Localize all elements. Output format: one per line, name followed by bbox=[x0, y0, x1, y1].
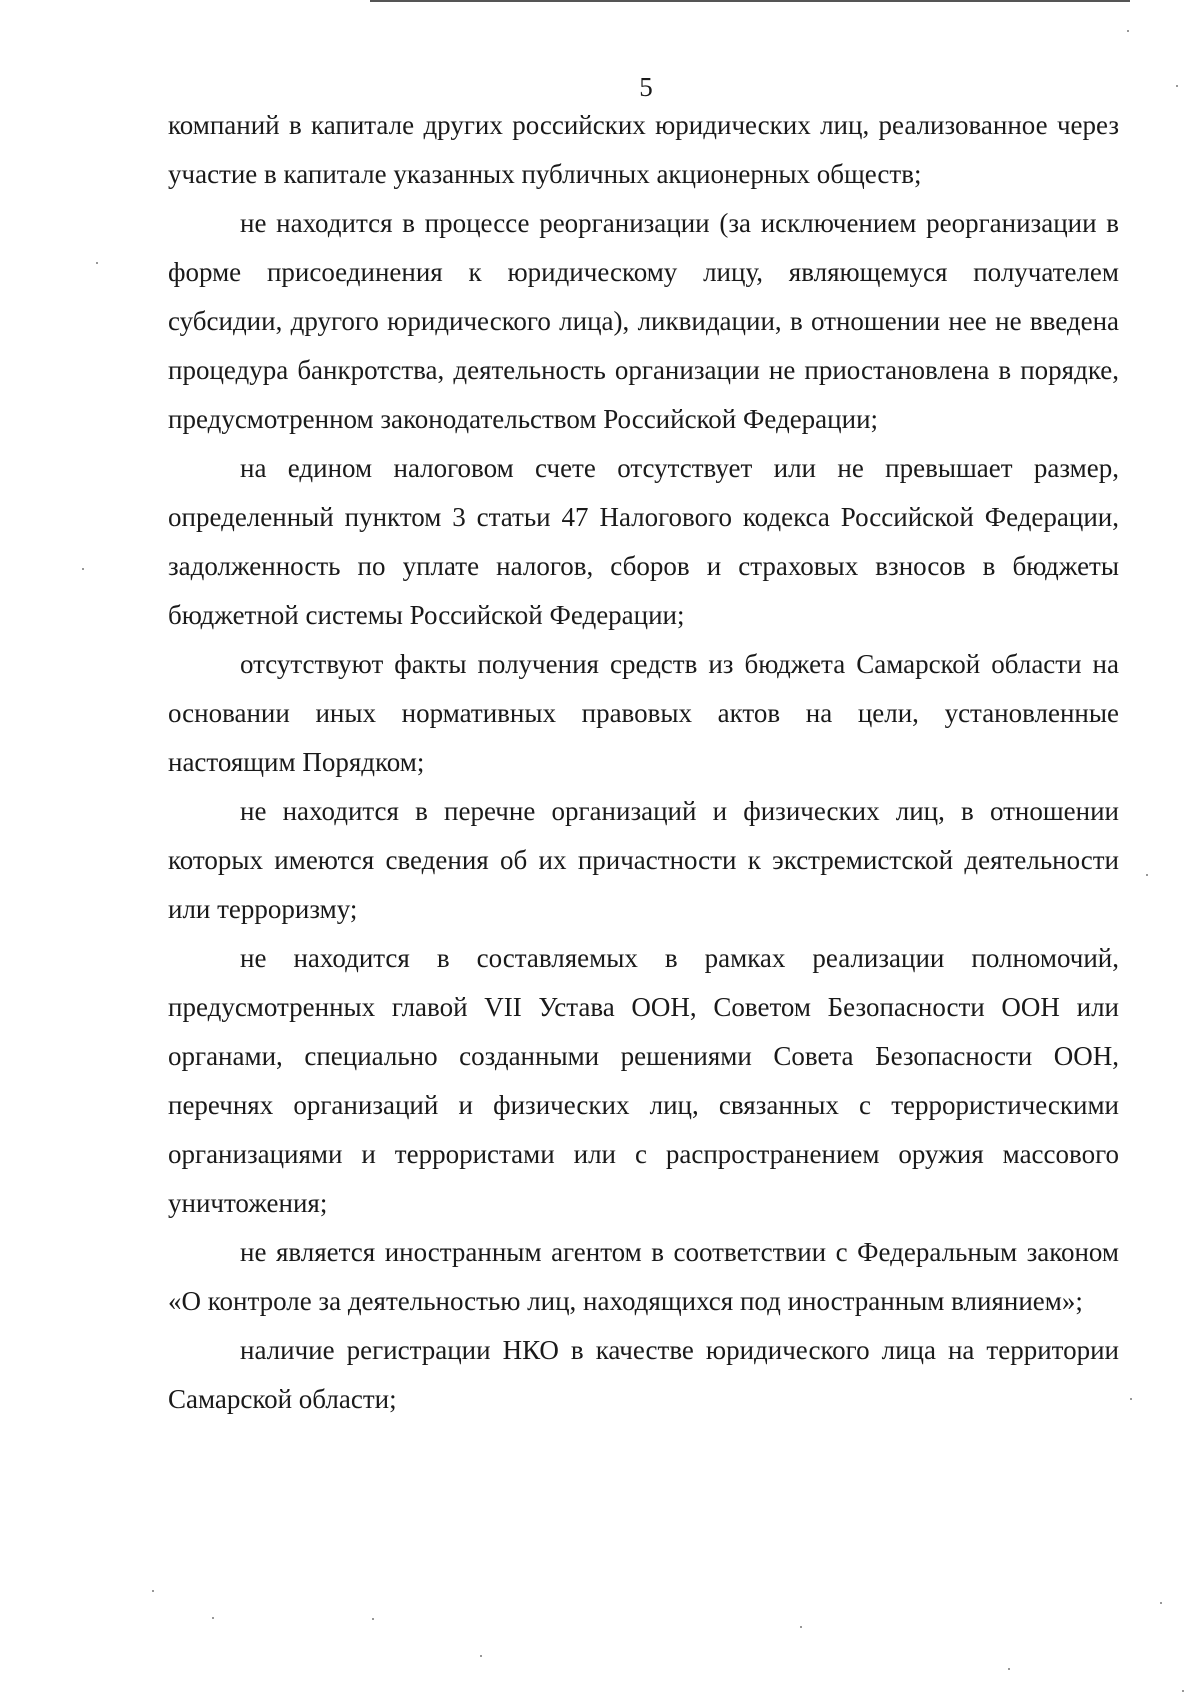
scan-speck bbox=[152, 1590, 154, 1592]
scan-speck bbox=[1160, 1602, 1162, 1604]
scan-speck bbox=[480, 1655, 482, 1657]
scan-speck bbox=[800, 1626, 802, 1628]
scan-speck bbox=[1182, 1690, 1184, 1692]
scan-speck bbox=[1127, 30, 1129, 32]
scan-speck bbox=[1146, 874, 1148, 876]
scan-speck bbox=[1008, 1668, 1010, 1670]
page-number: 5 bbox=[639, 72, 653, 102]
scan-speck bbox=[82, 568, 84, 570]
scan-speck bbox=[1130, 1398, 1132, 1400]
paragraph-un-lists: не находится в составляемых в рамках реализации полномочий, предусмотренных главой VII Устава ООН, Советом Безопасности ООН или органами, специально созданными решениями Совета Безопасности ООН, перечнях организаций и физических лиц, связанных с террористическими организациями и террористами или с распространением оружия массового уничтожения; bbox=[168, 943, 1119, 1218]
document-body bbox=[168, 101, 1119, 1424]
top-scan-edge bbox=[370, 0, 1130, 2]
paragraph-extremism-list: не находится в перечне организаций и физических лиц, в отношении которых имеются сведения об их причастности к экстремистской деятельности или терроризму; bbox=[168, 796, 1119, 924]
paragraph-registration: наличие регистрации НКО в качестве юридического лица на территории Самарской области; bbox=[168, 1335, 1119, 1414]
scan-speck bbox=[96, 262, 98, 264]
scan-speck bbox=[212, 1617, 214, 1619]
scan-speck bbox=[372, 1618, 374, 1620]
scan-speck bbox=[1176, 85, 1178, 87]
paragraph-budget-funds: отсутствуют факты получения средств из бюджета Самарской области на основании иных нормативных правовых актов на цели, установленные настоящим Порядком; bbox=[168, 649, 1119, 777]
paragraph-tax-account: на едином налоговом счете отсутствует или не превышает размер, определенный пунктом 3 статьи 47 Налогового кодекса Российской Федерации, задолженность по уплате налогов, сборов и страховых взносов в бюджеты бюджетной системы Российской Федерации; bbox=[168, 453, 1119, 630]
paragraph-continuation: компаний в капитале других российских юридических лиц, реализованное через участие в капитале указанных публичных акционерных обществ; bbox=[168, 110, 1119, 189]
paragraph-reorganization: не находится в процессе реорганизации (за исключением реорганизации в форме присоединения к юридическому лицу, являющемуся получателем субсидии, другого юридического лица), ликвидации, в отношении нее не введена процедура банкротства, деятельность организации не приостановлена в порядке, предусмотренном законодательством Российской Федерации; bbox=[168, 208, 1119, 434]
paragraph-foreign-agent: не является иностранным агентом в соответствии с Федеральным законом «О контроле за деятельностью лиц, находящихся под иностранным влиянием»; bbox=[168, 1237, 1119, 1316]
